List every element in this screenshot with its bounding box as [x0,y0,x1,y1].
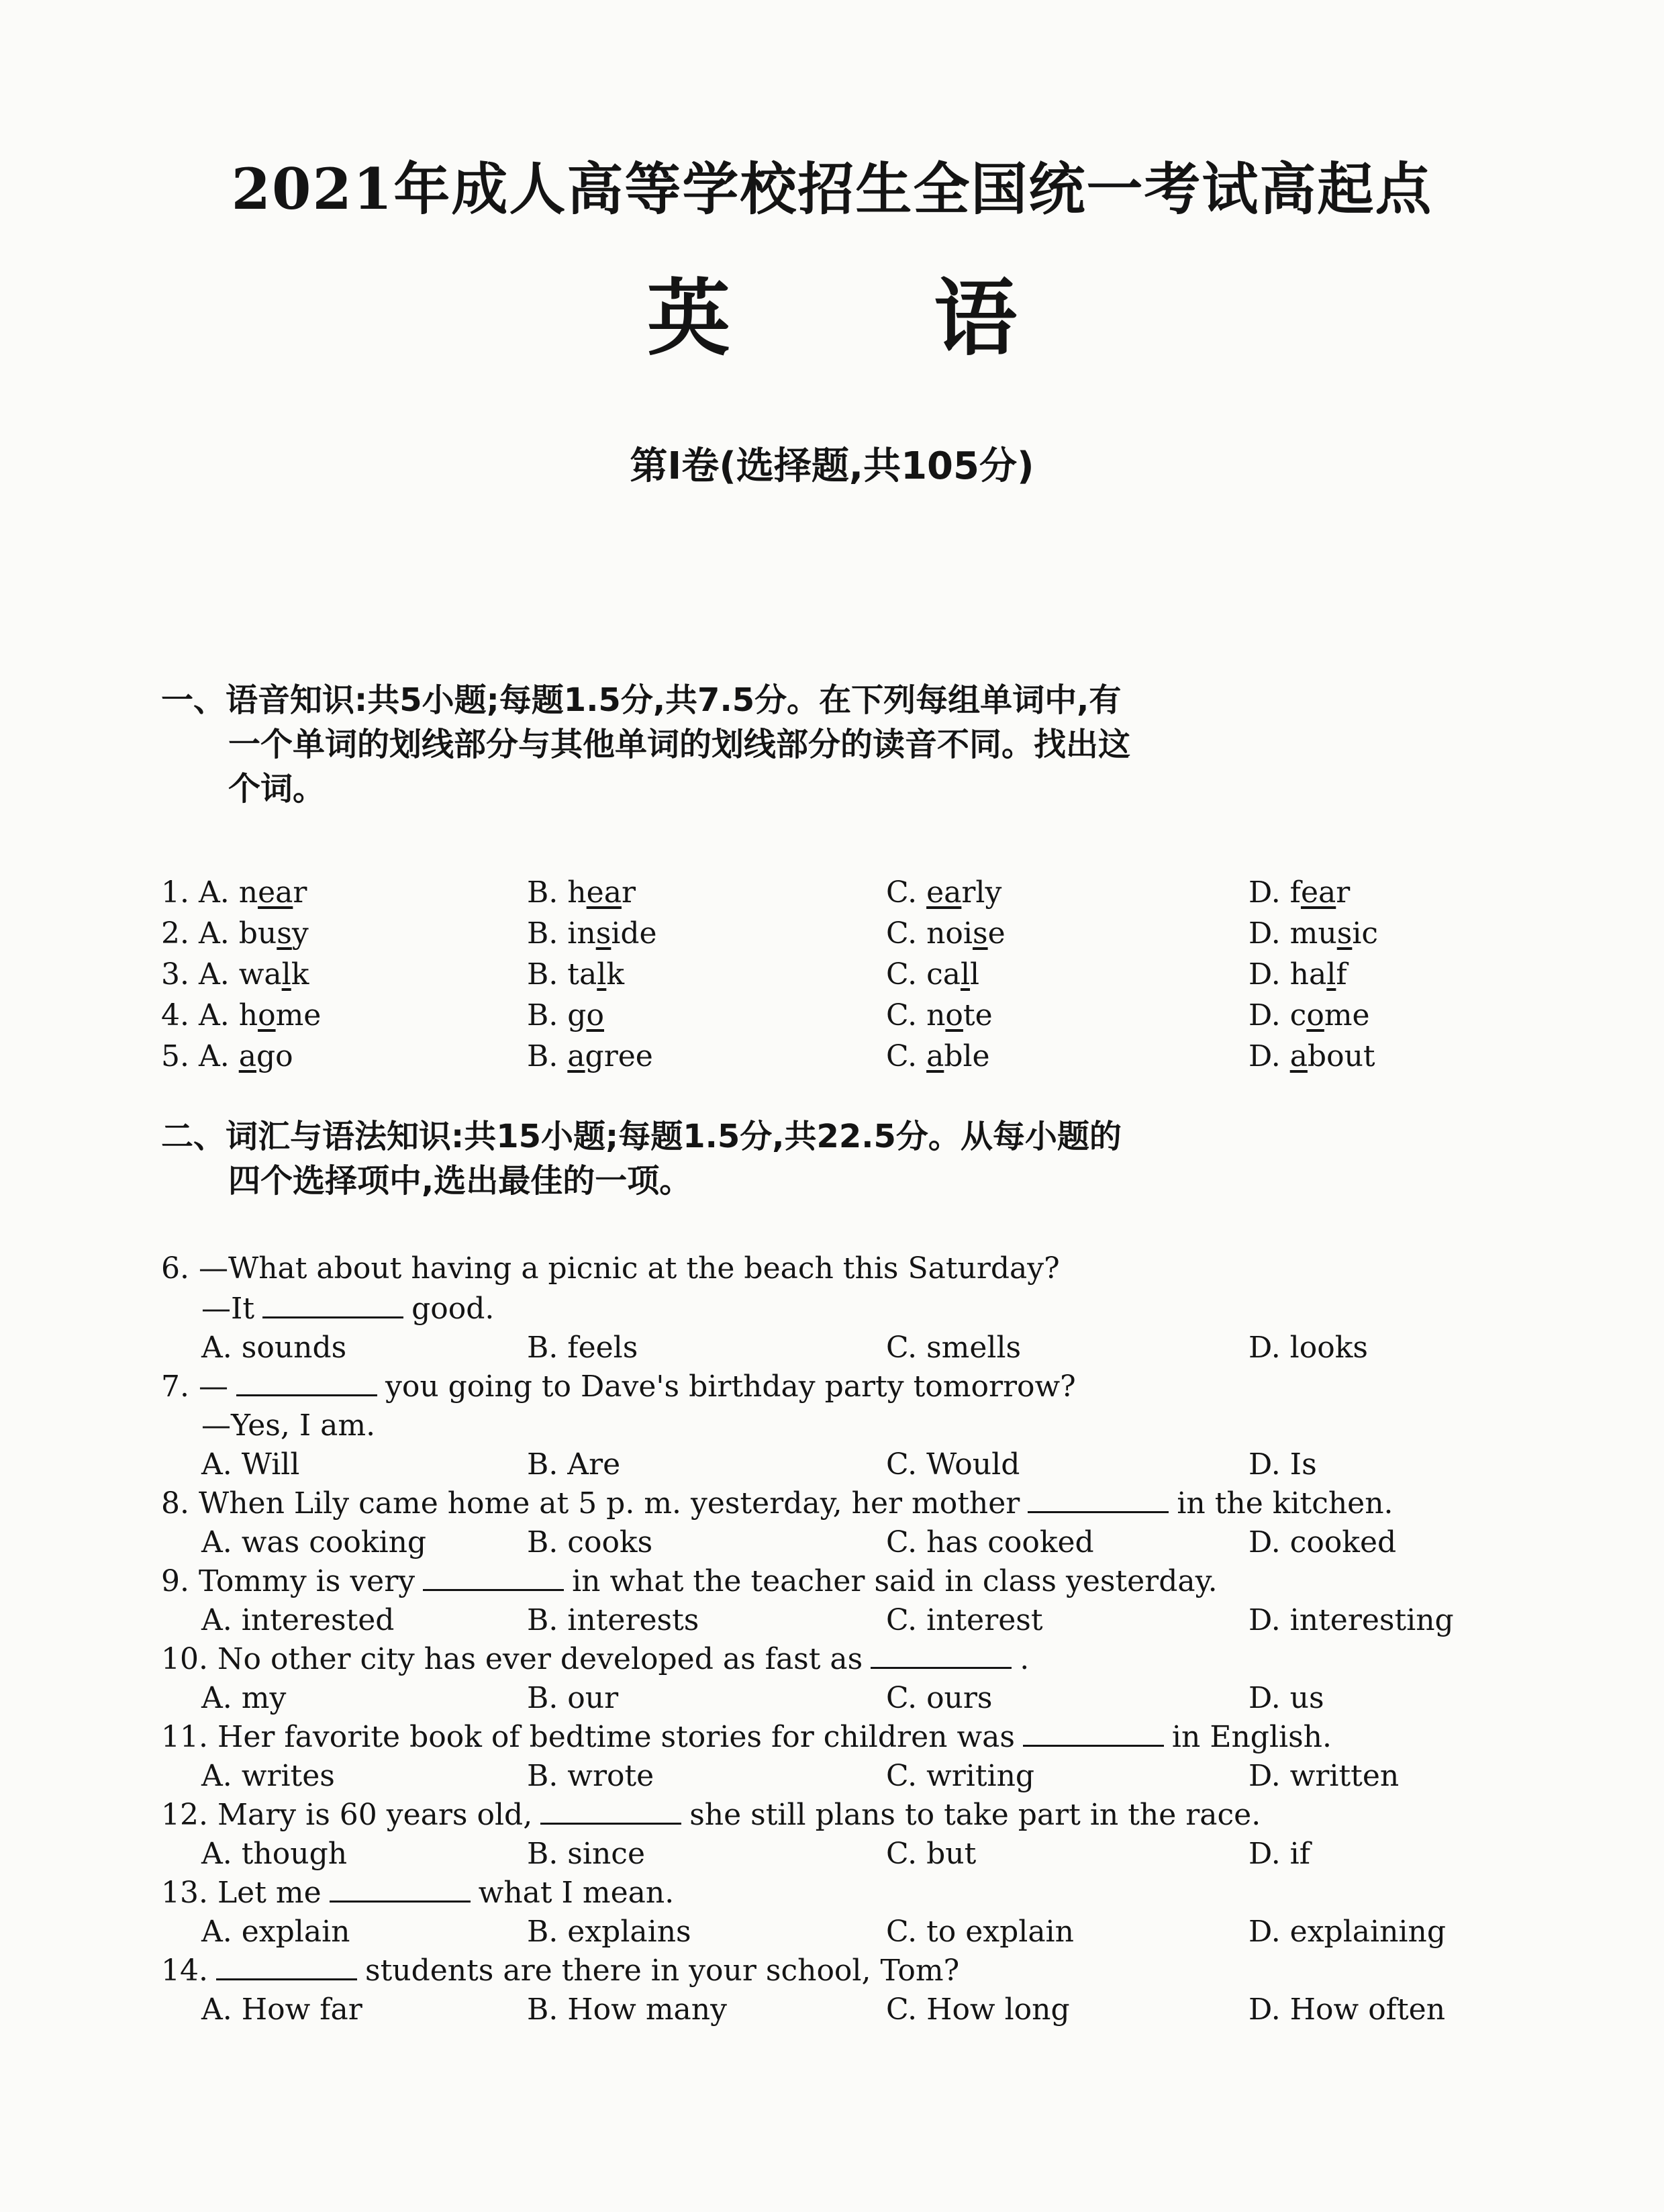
answer-blank [262,1290,403,1318]
underlined-segment: l [281,957,291,992]
option-c [886,996,993,1036]
option-b [527,914,657,954]
word-part: ic [1352,916,1379,951]
question-11: 11. Her favorite book of bedtime stories for children was in English. [161,1717,1504,1758]
question-12-options [161,1834,1504,1874]
phonetics-row [161,955,1504,995]
word-part: me [1324,998,1370,1032]
word-part: ble [944,1039,990,1073]
word-part: C. [886,875,927,910]
phonetics-row [161,1037,1504,1077]
underlined-segment: ea [926,875,962,910]
underlined-segment: s [1336,916,1353,951]
section1-instruction: 一、语音知识:共5小题;每题1.5分,共7.5分。在下列每组单词中,有 一个单词的划线部分与其他单词的划线部分的读音不同。找出这 个词。 [161,681,1131,808]
question-8-options [161,1523,1504,1563]
underlined-segment: s [277,916,292,951]
word-part: D. mu [1249,916,1337,951]
word-part: wa [238,957,282,992]
word-part: go [256,1039,293,1073]
word-part: B. ta [527,957,597,992]
question-9: 9. Tommy is very in what the teacher said in class yesterday. [161,1561,1504,1602]
option-a [161,996,321,1036]
word-part: y [291,916,309,951]
option-d: D. interesting [1249,1603,1454,1637]
question-11-options [161,1756,1504,1796]
underlined-segment: ea [258,875,293,910]
option-c: C. has cooked [886,1525,1094,1559]
option-d: D. cooked [1249,1525,1397,1559]
question-number: 3. A. [161,957,230,992]
option-b [527,873,636,913]
word-part: C. [886,1039,927,1073]
word-part: r [1336,875,1351,910]
phonetics-row [161,873,1504,913]
option-c: C. interest [886,1603,1043,1637]
question-14: 14. students are there in your school, Tom? [161,1951,1504,1991]
option-d: D. us [1249,1681,1324,1715]
option-d [1249,914,1378,954]
option-d: D. if [1249,1837,1311,1871]
question-10: 10. No other city has ever developed as fast as . [161,1639,1504,1680]
option-c: C. How long [886,1992,1070,2027]
option-a [161,955,309,995]
question-7: 7. — you going to Dave's birthday party tomorrow? [161,1367,1504,1407]
question-number: 1. A. [161,875,230,910]
underlined-segment: o [945,998,963,1032]
exam-title: 2021年成人高等学校招生全国统一考试高起点 [231,156,1433,222]
word-part: D. ha [1249,957,1327,992]
word-part: C. n [886,998,946,1032]
option-d: D. How often [1249,1992,1446,2027]
word-part: e [987,916,1006,951]
underlined-segment: o [586,998,604,1032]
word-part: r [621,875,636,910]
question-6: 6. —What about having a picnic at the beach this Saturday? [161,1251,1060,1286]
option-a: A. was cooking [201,1525,427,1559]
underlined-segment: s [972,916,988,951]
word-part: rly [961,875,1002,910]
answer-blank [423,1562,564,1591]
option-d [1249,996,1370,1036]
answer-blank [1028,1484,1169,1513]
option-b [527,996,604,1036]
question-10-options [161,1678,1504,1719]
option-b: B. How many [527,1992,727,2027]
option-b: B. our [527,1681,619,1715]
option-c: C. but [886,1837,977,1871]
underlined-segment: l [960,957,971,992]
phonetics-row [161,914,1504,954]
option-a: A. interested [201,1603,395,1637]
underlined-segment: ea [586,875,622,910]
option-b: B. explains [527,1915,691,1949]
option-c [886,1037,990,1077]
word-part: C. ca [886,957,961,992]
question-number: 4. A. [161,998,230,1032]
word-part: B. [527,1039,568,1073]
word-part: h [238,998,258,1032]
option-a [161,873,307,913]
option-d [1249,955,1347,995]
word-part: k [606,957,624,992]
option-d [1249,1037,1375,1077]
option-b: B. feels [527,1331,638,1365]
option-c: C. ours [886,1681,993,1715]
question-number: 2. A. [161,916,230,951]
option-a: A. How far [201,1992,362,2027]
word-part: bout [1307,1039,1375,1073]
option-a: A. my [201,1681,287,1715]
word-part: te [963,998,993,1032]
underlined-segment: s [595,916,611,951]
option-c [886,914,1006,954]
question-7-options [161,1445,1504,1485]
underlined-segment: a [926,1039,944,1073]
underlined-segment: a [238,1039,256,1073]
word-part: B. h [527,875,587,910]
option-c: C. to explain [886,1915,1074,1949]
question-13-options [161,1912,1504,1952]
option-d: D. written [1249,1759,1400,1793]
section2-instruction: 二、词汇与语法知识:共15小题;每题1.5分,共22.5分。从每小题的 四个选择项中,选出最佳的一项。 [161,1118,1122,1200]
underlined-segment: o [258,998,276,1032]
underlined-segment: l [1326,957,1336,992]
option-b [527,955,624,995]
word-part: ide [611,916,657,951]
underlined-segment: l [597,957,607,992]
question-13: 13. Let me what I mean. [161,1873,1504,1913]
word-part: f [1336,957,1347,992]
option-b: B. Are [527,1447,621,1482]
option-a [161,914,309,954]
option-c: C. Would [886,1447,1020,1482]
option-a: A. though [201,1837,348,1871]
option-c: C. smells [886,1331,1022,1365]
option-a: A. writes [201,1759,335,1793]
answer-blank [236,1367,377,1396]
question-7-reply: —Yes, I am. [201,1408,376,1443]
word-part: l [970,957,980,992]
subject-title: 英 语 [646,271,1105,367]
word-part: D. f [1249,875,1301,910]
word-part: me [275,998,322,1032]
volume-heading: 第Ⅰ卷(选择题,共105分) [630,444,1034,488]
option-a: A. explain [201,1915,350,1949]
option-a: A. sounds [201,1331,347,1365]
answer-blank [540,1796,681,1825]
option-a [161,1037,293,1077]
option-c [886,873,1001,913]
question-6-options [161,1328,1504,1368]
question-12: 12. Mary is 60 years old, she still plans to take part in the race. [161,1795,1504,1835]
option-c [886,955,979,995]
underlined-segment: a [1289,1039,1308,1073]
question-6-reply: —It good. [161,1289,1504,1329]
underlined-segment: ea [1300,875,1336,910]
word-part: k [291,957,309,992]
word-part: B. in [527,916,596,951]
option-c: C. writing [886,1759,1035,1793]
option-a: A. Will [201,1447,300,1482]
word-part: D. c [1249,998,1307,1032]
word-part: gree [585,1039,653,1073]
underlined-segment: o [1306,998,1324,1032]
underlined-segment: a [567,1039,585,1073]
option-b [527,1037,653,1077]
question-8: 8. When Lily came home at 5 p. m. yesterday, her mother in the kitchen. [161,1484,1504,1524]
option-d: D. Is [1249,1447,1317,1482]
option-d: D. looks [1249,1331,1368,1365]
option-b: B. wrote [527,1759,654,1793]
question-14-options [161,1990,1504,2030]
option-b: B. cooks [527,1525,653,1559]
phonetics-row [161,996,1504,1036]
answer-blank [871,1640,1012,1669]
option-b: B. interests [527,1603,699,1637]
word-part: C. noi [886,916,973,951]
word-part: B. g [527,998,587,1032]
answer-blank [330,1874,471,1903]
word-part: n [238,875,258,910]
option-d [1249,873,1350,913]
word-part: r [293,875,307,910]
answer-blank [1023,1718,1164,1747]
option-b: B. since [527,1837,645,1871]
question-number: 5. A. [161,1039,230,1073]
answer-blank [216,1952,357,1980]
option-d: D. explaining [1249,1915,1446,1949]
word-part: bu [238,916,277,951]
word-part: D. [1249,1039,1290,1073]
question-9-options [161,1600,1504,1641]
